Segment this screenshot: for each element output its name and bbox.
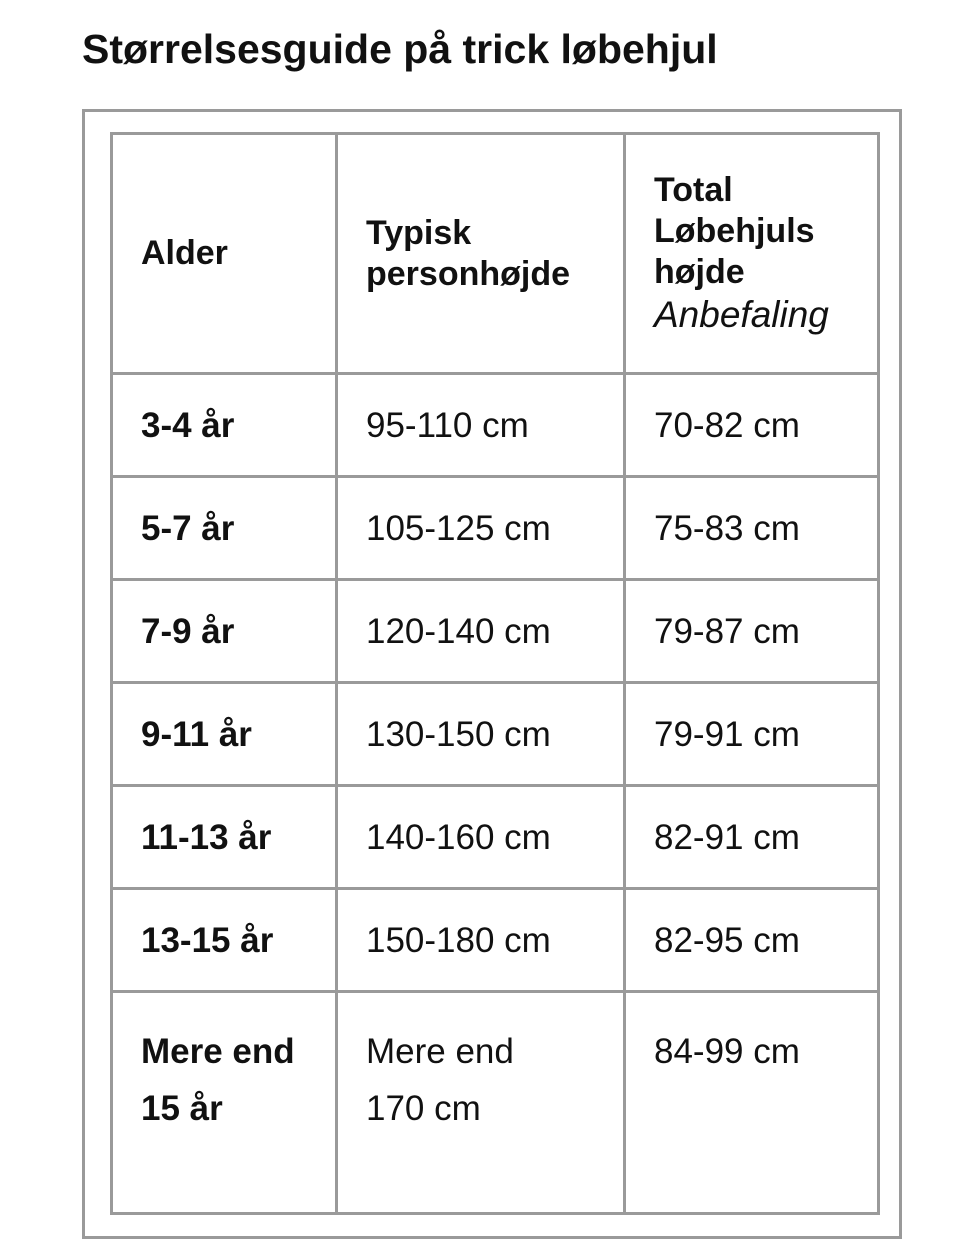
person-height-cell: 120-140 cm <box>337 580 625 683</box>
scooter-height-cell: 79-91 cm <box>625 683 879 786</box>
header-scooter-height-label: Total Løbehjuls højde <box>654 171 815 291</box>
header-age: Alder <box>112 134 337 374</box>
age-cell: 7-9 år <box>112 580 337 683</box>
scooter-height-cell: 70-82 cm <box>625 374 879 477</box>
table-row <box>112 374 879 477</box>
scooter-height-cell: 75-83 cm <box>625 477 879 580</box>
page-title: Størrelsesguide på trick løbehjul <box>82 26 718 72</box>
person-height-cell: 140-160 cm <box>337 786 625 889</box>
scooter-height-cell: 82-95 cm <box>625 889 879 992</box>
size-guide-table <box>110 132 880 1215</box>
age-cell: 9-11 år <box>112 683 337 786</box>
person-height-cell: 130-150 cm <box>337 683 625 786</box>
person-height-cell: 105-125 cm <box>337 477 625 580</box>
header-scooter-height <box>625 134 879 374</box>
age-cell: 13-15 år <box>112 889 337 992</box>
table-row <box>112 786 879 889</box>
age-cell: Mere end 15 år <box>112 992 337 1214</box>
header-recommendation-note: Anbefaling <box>654 294 829 335</box>
age-cell: 11-13 år <box>112 786 337 889</box>
person-height-cell: 150-180 cm <box>337 889 625 992</box>
scooter-height-cell: 84-99 cm <box>625 992 879 1214</box>
person-height-cell: 95-110 cm <box>337 374 625 477</box>
table-row <box>112 477 879 580</box>
table-row <box>112 889 879 992</box>
header-person-height: Typisk personhøjde <box>337 134 625 374</box>
table-row <box>112 683 879 786</box>
age-cell: 5-7 år <box>112 477 337 580</box>
table-header-row <box>112 134 879 374</box>
table-row <box>112 580 879 683</box>
table-row <box>112 992 879 1214</box>
scooter-height-cell: 79-87 cm <box>625 580 879 683</box>
person-height-cell: Mere end 170 cm <box>337 992 625 1214</box>
age-cell: 3-4 år <box>112 374 337 477</box>
scooter-height-cell: 82-91 cm <box>625 786 879 889</box>
